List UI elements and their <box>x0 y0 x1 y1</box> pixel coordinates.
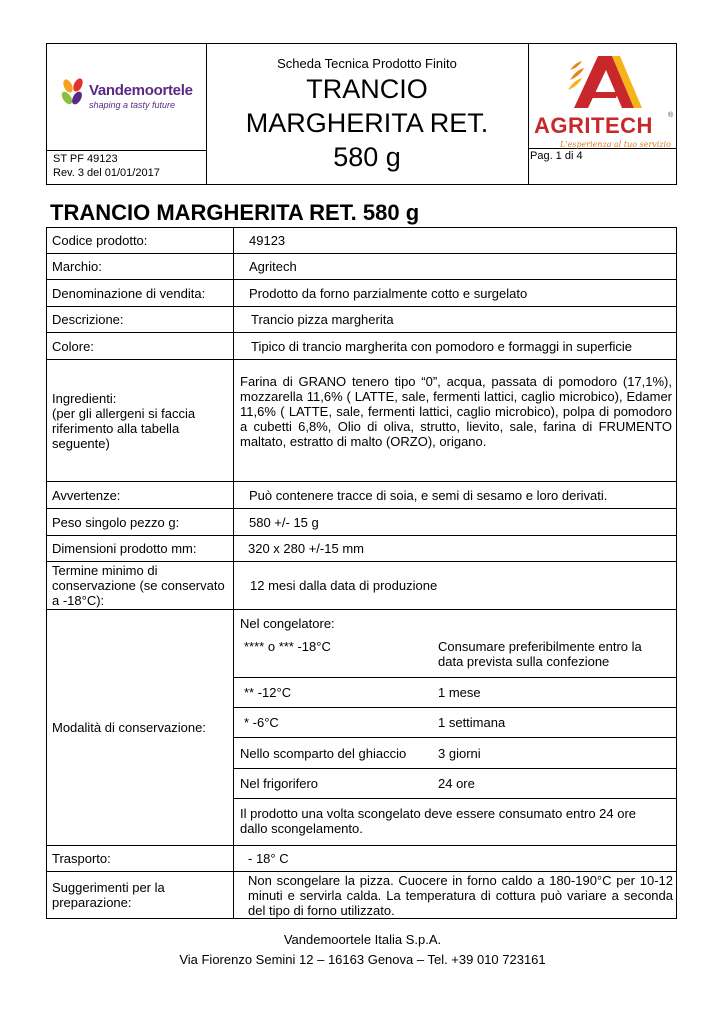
row-label-line: a -18°C): <box>52 593 105 608</box>
subtable-divider <box>234 798 676 799</box>
ingredients-text: Farina di GRANO tenero tipo “0”, acqua, passata di pomodoro (17,1%), mozzarella 11,6% ( LATTE, sale, fermenti lattici, caglio microbico), Edamer 11,6% ( LATTE, sale, fermenti lattici, caglio microbico), polpa di pomodoro a cubetti 6,8%, Olio di oliva, strutto, lievito, sale, farina di FRUMENTO maltato, estratto di malto (ORZO), origano. <box>233 360 677 481</box>
document-subtitle: Scheda Tecnica Prodotto Finito <box>277 56 457 71</box>
row-ingredienti <box>46 360 677 482</box>
storage-intro: Nel congelatore: <box>240 616 335 631</box>
subtable-divider <box>234 768 676 769</box>
document-title-line: 580 g <box>333 142 401 172</box>
row-value: Tipico di trancio margherita con pomodoro e formaggi in superficie <box>233 333 677 359</box>
row-value: Agritech <box>233 254 677 279</box>
header-divider <box>528 44 529 184</box>
document-header <box>46 43 677 185</box>
row-value: Può contenere tracce di soia, e semi di sesamo e loro derivati. <box>233 482 677 508</box>
storage-note <box>240 806 636 836</box>
subtable-divider <box>234 707 676 708</box>
row-value: - 18° C <box>233 846 677 871</box>
vandemoortele-logo-name: Vandemoortele <box>89 82 193 99</box>
storage-time-line: data prevista sulla confezione <box>438 654 610 669</box>
storage-time: 1 mese <box>438 685 481 700</box>
agritech-logo-tagline: L'esperienza al tuo servizio <box>560 140 671 149</box>
vandemoortele-logo-tagline: shaping a tasty future <box>89 100 176 110</box>
page-footer <box>0 930 725 970</box>
row-codice <box>46 227 677 254</box>
storage-time: 1 settimana <box>438 715 506 730</box>
document-revision: Rev. 3 del 01/01/2017 <box>53 167 160 179</box>
document-title-line: TRANCIO <box>306 74 428 104</box>
row-value: 12 mesi dalla data di produzione <box>233 562 677 609</box>
row-label-line: Termine minimo di <box>52 563 158 578</box>
agritech-a-icon <box>530 50 676 112</box>
row-label: Dimensioni prodotto mm: <box>46 536 233 561</box>
row-value: 320 x 280 +/-15 mm <box>233 536 677 561</box>
storage-condition: * -6°C <box>244 715 279 730</box>
row-value: Prodotto da forno parzialmente cotto e surgelato <box>233 280 677 306</box>
agritech-logo <box>530 50 676 150</box>
row-dimensioni <box>46 536 677 562</box>
row-trasporto <box>46 846 677 872</box>
row-label-line: (per gli allergeni si faccia <box>52 405 196 421</box>
storage-condition: **** o *** -18°C <box>244 639 331 654</box>
row-suggerimenti <box>46 872 677 919</box>
header-divider <box>47 150 206 151</box>
row-label: Trasporto: <box>46 846 233 871</box>
row-label-line: conservazione (se conservato <box>52 578 225 593</box>
row-label-line: riferimento alla tabella <box>52 420 180 436</box>
row-label-line: seguente) <box>52 435 110 451</box>
row-value: 49123 <box>233 227 677 253</box>
row-avvertenze <box>46 482 677 509</box>
document-title-line: MARGHERITA RET. <box>245 108 489 138</box>
vandemoortele-leaves-icon <box>59 76 87 108</box>
row-label <box>46 872 233 918</box>
row-label: Peso singolo pezzo g: <box>46 509 233 535</box>
storage-condition: Nello scomparto del ghiaccio <box>240 746 407 761</box>
row-conservazione <box>46 610 677 846</box>
subtable-divider <box>234 737 676 738</box>
document-title <box>207 72 527 174</box>
row-value: Trancio pizza margherita <box>233 307 677 332</box>
vandemoortele-logo <box>59 76 199 116</box>
preparation-text: Non scongelare la pizza. Cuocere in forno caldo a 180-190°C per 10-12 minuti e servirla calda. La temperatura di cottura può variare a seconda del tipo di forno utilizzato. <box>233 872 677 918</box>
row-marchio <box>46 254 677 280</box>
row-label: Codice prodotto: <box>46 227 233 253</box>
storage-condition: Nel frigorifero <box>240 776 319 791</box>
storage-time <box>438 639 642 669</box>
row-label: Descrizione: <box>46 307 233 332</box>
row-termine <box>46 562 677 610</box>
storage-condition: ** -12°C <box>244 685 292 700</box>
row-label-line: Suggerimenti per la <box>52 880 165 895</box>
main-title: TRANCIO MARGHERITA RET. 580 g <box>50 200 420 225</box>
storage-time: 24 ore <box>438 776 475 791</box>
row-label <box>46 562 233 609</box>
row-colore <box>46 333 677 360</box>
agritech-logo-registered: ® <box>668 112 674 119</box>
row-label: Denominazione di vendita: <box>46 280 233 306</box>
footer-address: Via Fiorenzo Semini 12 – 16163 Genova – Tel. +39 010 723161 <box>179 952 546 967</box>
document-code-block <box>53 152 160 180</box>
row-label: Avvertenze: <box>46 482 233 508</box>
storage-note-line: Il prodotto una volta scongelato deve essere consumato entro 24 ore <box>240 806 637 821</box>
row-label-line: preparazione: <box>52 895 132 910</box>
row-label: Marchio: <box>46 254 233 279</box>
row-label <box>46 360 233 481</box>
storage-subtable <box>233 610 677 845</box>
storage-note-line: dallo scongelamento. <box>240 821 363 836</box>
row-descrizione <box>46 307 677 333</box>
storage-time-line: Consumare preferibilmente entro la <box>438 639 642 654</box>
subtable-divider <box>234 677 676 678</box>
row-label: Colore: <box>46 333 233 359</box>
page-number: Pag. 1 di 4 <box>530 150 583 162</box>
row-peso <box>46 509 677 536</box>
footer-company: Vandemoortele Italia S.p.A. <box>283 932 442 947</box>
agritech-logo-name: AGRITECH <box>534 113 653 138</box>
row-label: Modalità di conservazione: <box>46 610 233 845</box>
storage-time: 3 giorni <box>438 746 481 761</box>
row-label-line: Ingredienti: <box>52 390 117 406</box>
row-value: 580 +/- 15 g <box>233 509 677 535</box>
document-code: ST PF 49123 <box>53 153 118 165</box>
row-denominazione <box>46 280 677 307</box>
